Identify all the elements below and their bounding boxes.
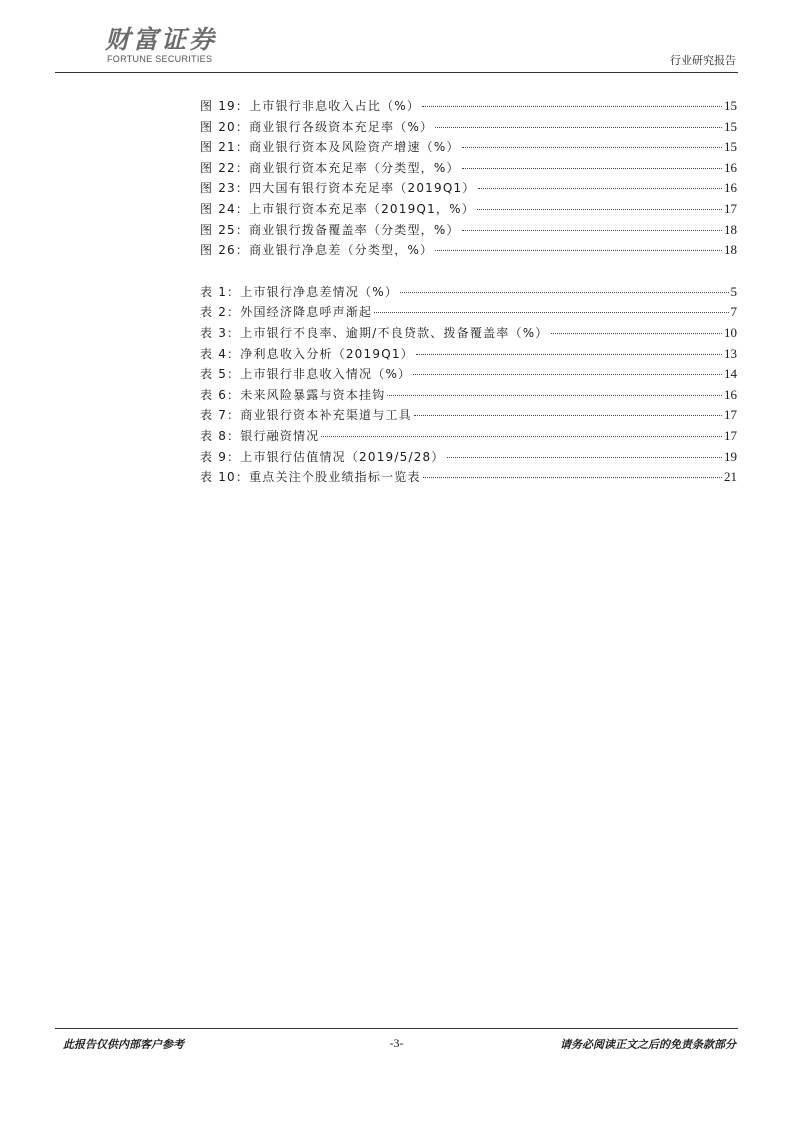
dot-leader bbox=[477, 209, 722, 210]
toc-entry-title: 表 5：上市银行非息收入情况（%） bbox=[200, 367, 412, 382]
toc-entry[interactable] bbox=[200, 323, 737, 344]
toc-entry[interactable] bbox=[200, 426, 737, 447]
header-divider bbox=[55, 72, 738, 73]
toc-entry[interactable] bbox=[200, 117, 737, 138]
dot-leader bbox=[462, 168, 722, 169]
toc-entry-title: 图 25：商业银行拨备覆盖率（分类型，%） bbox=[200, 222, 460, 237]
company-logo: 财富证券 bbox=[105, 25, 218, 54]
toc-entry-page: 17 bbox=[724, 200, 737, 216]
toc-entry[interactable] bbox=[200, 447, 737, 468]
toc-entry-page: 16 bbox=[724, 180, 737, 196]
dot-leader bbox=[435, 250, 722, 251]
dot-leader bbox=[447, 457, 722, 458]
toc-entry-page: 18 bbox=[724, 221, 737, 237]
footer-disclaimer-left: 此报告仅供内部客户参考 bbox=[63, 1038, 184, 1051]
toc-entry-page: 5 bbox=[730, 283, 737, 299]
toc-entry[interactable] bbox=[200, 467, 737, 488]
dot-leader bbox=[416, 354, 722, 355]
toc-entry-title: 表 8：银行融资情况 bbox=[200, 428, 320, 443]
toc-entry-title: 表 3：上市银行不良率、逾期/不良贷款、拨备覆盖率（%） bbox=[200, 325, 549, 340]
toc-entry-title: 表 1：上市银行净息差情况（%） bbox=[200, 284, 399, 299]
toc-entry[interactable] bbox=[200, 282, 737, 303]
toc-entry[interactable] bbox=[200, 385, 737, 406]
dot-leader bbox=[413, 374, 722, 375]
dot-leader bbox=[551, 333, 723, 334]
report-type-label: 行业研究报告 bbox=[670, 54, 736, 67]
dot-leader bbox=[387, 395, 722, 396]
toc-entry-page: 13 bbox=[724, 345, 737, 361]
dot-leader bbox=[400, 292, 728, 293]
footer-divider bbox=[55, 1028, 738, 1029]
toc-entry-title: 图 22：商业银行资本充足率（分类型，%） bbox=[200, 160, 460, 175]
page-number: -3- bbox=[389, 1036, 404, 1050]
toc-entry-page: 16 bbox=[724, 159, 737, 175]
toc-entry-title: 表 6：未来风险暴露与资本挂钩 bbox=[200, 387, 386, 402]
toc-entry[interactable] bbox=[200, 405, 737, 426]
company-logo-english: FORTUNE SECURITIES bbox=[107, 54, 213, 64]
toc-entry-title: 表 9：上市银行估值情况（2019/5/28） bbox=[200, 449, 445, 464]
toc-entry[interactable] bbox=[200, 220, 737, 241]
toc-entry-page: 10 bbox=[724, 324, 737, 340]
toc-entry-page: 15 bbox=[724, 98, 737, 113]
toc-entry-page: 16 bbox=[724, 386, 737, 402]
toc-entry-page: 7 bbox=[730, 304, 737, 320]
toc-entry-title: 图 21：商业银行资本及风险资产增速（%） bbox=[200, 140, 460, 155]
table-of-contents bbox=[200, 96, 737, 488]
toc-entry-page: 17 bbox=[724, 407, 737, 423]
dot-leader bbox=[321, 436, 722, 437]
toc-entry[interactable] bbox=[200, 178, 737, 199]
page-header bbox=[55, 18, 738, 72]
toc-entry[interactable] bbox=[200, 158, 737, 179]
toc-entry-page: 21 bbox=[724, 469, 737, 485]
dot-leader bbox=[435, 127, 722, 128]
table-list bbox=[200, 282, 737, 488]
toc-entry-title: 表 4：净利息收入分析（2019Q1） bbox=[200, 346, 414, 361]
toc-entry-page: 15 bbox=[724, 139, 737, 155]
toc-entry[interactable] bbox=[200, 302, 737, 323]
toc-entry[interactable] bbox=[200, 96, 737, 117]
toc-entry-title: 图 24：上市银行资本充足率（2019Q1，%） bbox=[200, 201, 475, 216]
toc-entry[interactable] bbox=[200, 137, 737, 158]
toc-entry[interactable] bbox=[200, 344, 737, 365]
dot-leader bbox=[423, 477, 722, 478]
toc-entry-title: 图 23：四大国有银行资本充足率（2019Q1） bbox=[200, 181, 476, 196]
page-footer bbox=[55, 1036, 738, 1054]
toc-entry-page: 18 bbox=[724, 242, 737, 258]
dot-leader bbox=[462, 230, 722, 231]
dot-leader bbox=[478, 188, 722, 189]
toc-entry-page: 14 bbox=[724, 366, 737, 382]
toc-entry-page: 15 bbox=[724, 118, 737, 134]
toc-entry-page: 19 bbox=[724, 448, 737, 464]
toc-entry[interactable] bbox=[200, 364, 737, 385]
toc-entry-title: 图 20：商业银行各级资本充足率（%） bbox=[200, 119, 434, 134]
toc-entry-title: 表 7：商业银行资本补充渠道与工具 bbox=[200, 408, 412, 423]
dot-leader bbox=[422, 106, 722, 107]
toc-entry-page: 17 bbox=[724, 427, 737, 443]
dot-leader bbox=[414, 415, 722, 416]
toc-entry-title: 表 2：外国经济降息呼声渐起 bbox=[200, 305, 373, 320]
footer-disclaimer-right: 请务必阅读正文之后的免责条款部分 bbox=[560, 1038, 736, 1051]
toc-entry-title: 表 10：重点关注个股业绩指标一览表 bbox=[200, 470, 421, 485]
dot-leader bbox=[462, 147, 722, 148]
toc-entry-title: 图 19：上市银行非息收入占比（%） bbox=[200, 99, 421, 113]
toc-entry[interactable] bbox=[200, 199, 737, 220]
dot-leader bbox=[374, 312, 728, 313]
toc-entry-title: 图 26：商业银行净息差（分类型，%） bbox=[200, 243, 434, 258]
toc-entry[interactable] bbox=[200, 240, 737, 261]
figure-list bbox=[200, 96, 737, 261]
